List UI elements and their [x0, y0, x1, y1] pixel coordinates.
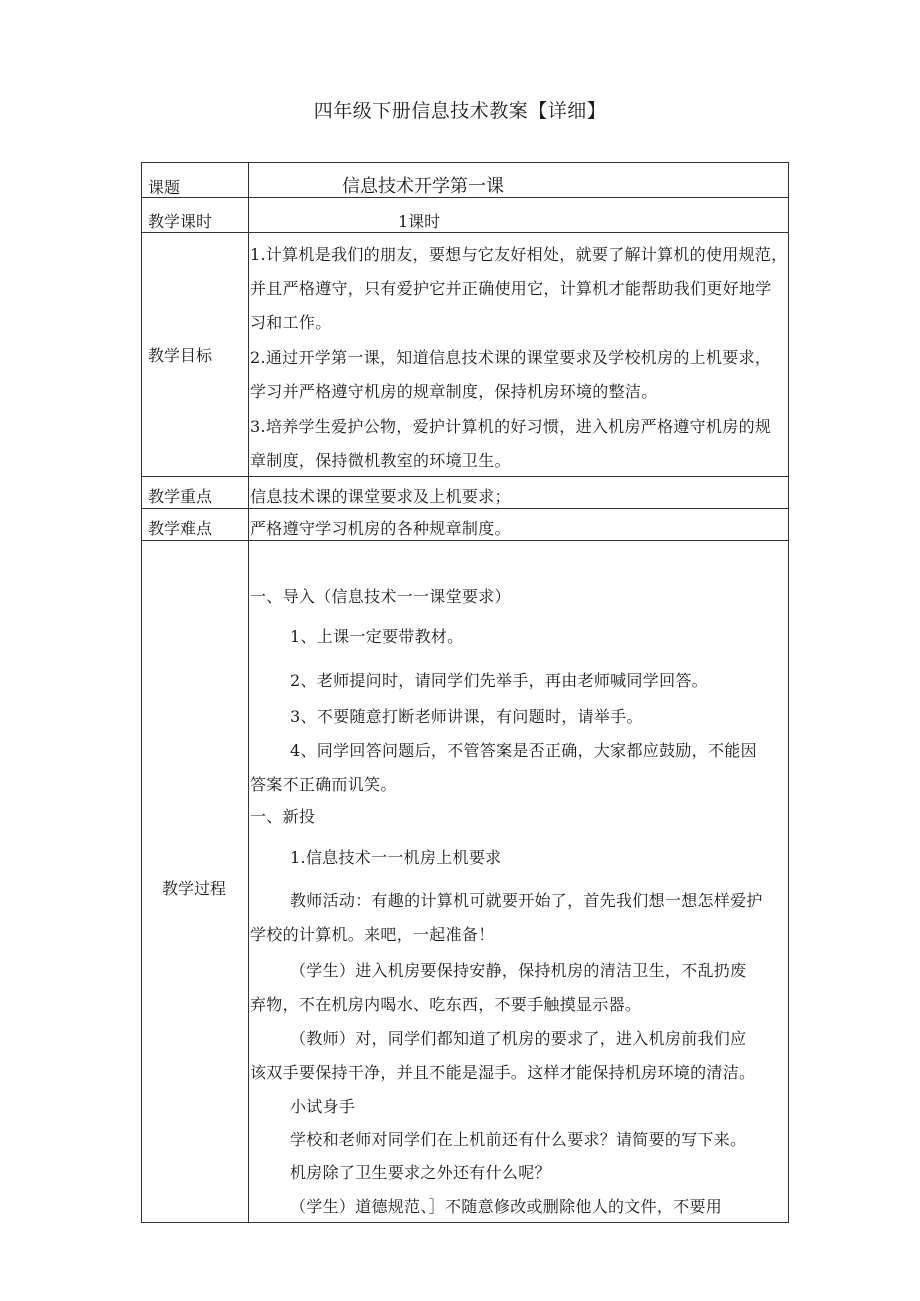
process-line: 4、同学回答问题后，不管答案是否正确，大家都应鼓励，不能因 — [290, 741, 757, 760]
table-border — [141, 162, 789, 163]
table-border — [141, 476, 789, 477]
goals-line: 2.通过开学第一课，知道信息技术课的课堂要求及学校机房的上机要求， — [250, 348, 772, 367]
goals-label: 教学目标 — [148, 346, 213, 365]
table-border — [788, 162, 789, 1223]
document-title: 四年级下册信息技术教案【详细】 — [313, 100, 607, 122]
difficulties-label: 教学难点 — [148, 519, 213, 538]
process-line: （学生）道德规范、］不随意修改或删除他人的文件，不要用 — [290, 1197, 723, 1216]
goals-line: 并且严格遵守，只有爱护它并正确使用它，计算机才能帮助我们更好地学 — [250, 279, 772, 298]
key-points-label: 教学重点 — [148, 487, 213, 506]
table-border — [141, 508, 789, 509]
process-line: 该双手要保持干净，并且不能是湿手。这样才能保持机房环境的清洁。 — [250, 1063, 756, 1082]
process-line: （教师）对，同学们都知道了机房的要求了，进入机房前我们应 — [290, 1029, 747, 1048]
process-label: 教学过程 — [162, 879, 227, 898]
key-points-value: 信息技术课的课堂要求及上机要求； — [250, 487, 511, 506]
process-line: 一、新投 — [250, 807, 316, 826]
topic-label: 课题 — [148, 178, 181, 197]
table-border — [141, 162, 142, 1223]
process-line: 教师活动：有趣的计算机可就要开始了，首先我们想一想怎样爱护 — [290, 891, 763, 910]
process-line: 2、老师提问时，请同学们先举手，再由老师喊同学回答。 — [290, 671, 708, 690]
hours-value: 1课时 — [398, 212, 441, 231]
goals-line: 3.培养学生爱护公物，爱护计算机的好习惯，进入机房严格遵守机房的规 — [250, 417, 772, 436]
table-border — [248, 162, 249, 1223]
process-line: 一、导入（信息技术一一课堂要求） — [250, 587, 511, 606]
process-line: （学生）进入机房要保持安静，保持机房的清洁卫生，不乱扔废 — [290, 961, 747, 980]
difficulties-value: 严格遵守学习机房的各种规章制度。 — [250, 519, 511, 538]
table-border — [141, 232, 789, 233]
goals-line: 习和工作。 — [250, 313, 332, 332]
topic-value: 信息技术开学第一课 — [342, 176, 504, 197]
table-border — [141, 540, 789, 541]
process-line: 学校和老师对同学们在上机前还有什么要求？请简要的写下来。 — [290, 1130, 747, 1149]
process-line: 学校的计算机。来吧，一起准备！ — [250, 925, 495, 944]
process-line: 1.信息技术一一机房上机要求 — [290, 848, 502, 867]
process-line: 3、不要随意打断老师讲课，有问题时，请举手。 — [290, 707, 643, 726]
process-line: 答案不正确而讥笑。 — [250, 775, 397, 794]
table-border — [141, 1222, 789, 1223]
goals-line: 学习并严格遵守机房的规章制度，保持机房环境的整洁。 — [250, 382, 658, 401]
process-line: 机房除了卫生要求之外还有什么呢？ — [290, 1163, 551, 1182]
goals-line: 1.计算机是我们的朋友，要想与它友好相处，就要了解计算机的使用规范， — [250, 245, 788, 264]
hours-label: 教学课时 — [148, 212, 213, 231]
process-line: 1、上课一定要带教材。 — [290, 627, 464, 646]
process-line: 弃物，不在机房内喝水、吃东西，不要手触摸显示器。 — [250, 995, 642, 1014]
goals-line: 章制度，保持微机教室的环境卫生。 — [250, 451, 511, 470]
process-line: 小试身手 — [290, 1097, 356, 1116]
